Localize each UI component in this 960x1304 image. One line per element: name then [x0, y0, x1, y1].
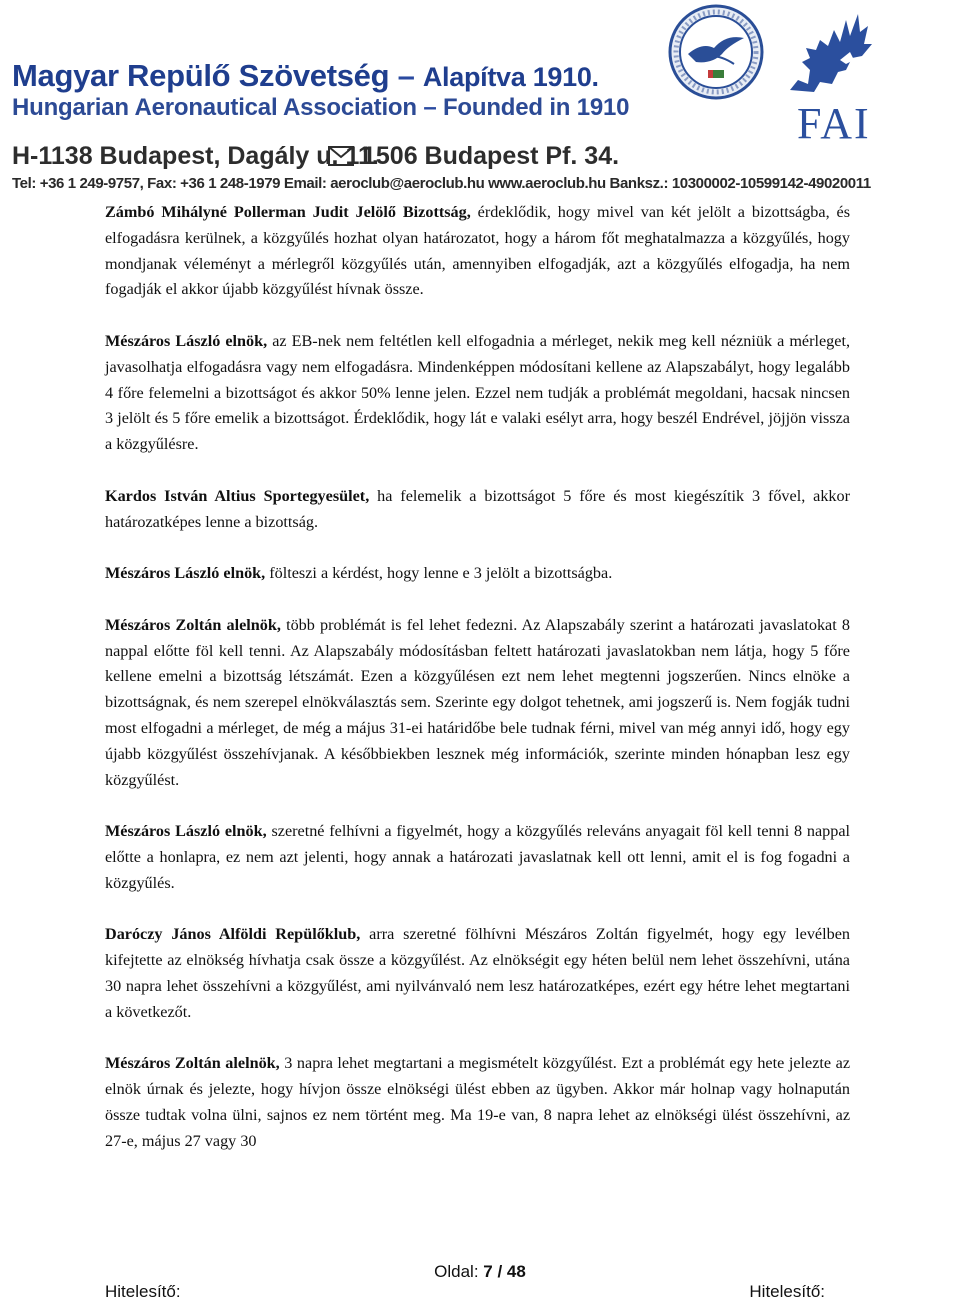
- speaker-name: Mészáros László elnök,: [105, 564, 266, 583]
- org-founded: Alapítva 1910.: [422, 62, 599, 92]
- speaker-name: Daróczy János Alföldi Repülőklub,: [105, 925, 361, 944]
- page-number: 7 / 48: [483, 1262, 526, 1281]
- paragraph: [105, 613, 850, 794]
- paragraph-text: több problémát is fel lehet fedezni. Az Alapszabály szerint a határozati javaslatokat 8 nappal előtte föl kell tenni. Az Alapszabály módosításban feltett határozati javaslatokban nem látja, hogy 5 főre kellene emelni a bizottság létszámát. Ezen a közgyűlésen ezt nem lehet megtenni jogszerűen. Nincs elnöke a bizottságnak, és nem szerepel elnökválasztás sem. Szerinte egy dolgot tehetnek, ami jogszerű is. Nem fogják tudni most elfogadni a mérleget, de még a május 31-ei határidőbe bele tudnak férni, mivel van még annyi idő, hogy egy újabb közgyűlést összehívjanak. A későbbiekben lesznek még információk, szerinte minden hónapban lesz egy közgyűlést.: [105, 615, 850, 789]
- org-name-en-line: Hungarian Aeronautical Association – Founded in 1910: [12, 94, 630, 121]
- paragraph-text: fölteszi a kérdést, hogy lenne e 3 jelölt a bizottságba.: [265, 564, 613, 583]
- org-name-en: Hungarian Aeronautical Association: [12, 94, 417, 121]
- minutes-body: [105, 200, 850, 1154]
- fai-logo-text: FAI: [797, 99, 871, 148]
- paragraph: [105, 484, 850, 536]
- paragraph: [105, 1051, 850, 1154]
- paragraph: [105, 329, 850, 458]
- speaker-name: Zámbó Mihályné Pollerman Judit Jelölő Bizottság,: [105, 203, 471, 221]
- paragraph-text: szeretné felhívni a figyelmét, hogy a közgyűlés releváns anyagait föl kell tenni 8 nappal előtte a honlapra, ez nem azt jelenti, hogy annak a határozati javaslatnak kell ott lenni, amit el is fog fogadni a közgyűlés.: [105, 822, 851, 892]
- fai-eagle-logo: [780, 0, 880, 100]
- contact-line: Tel: +36 1 249-9757, Fax: +36 1 248-1979 Email: aeroclub@aeroclub.hu www.aeroclub.hu Banksz.: 10300002-10599142-49020011: [12, 175, 871, 192]
- speaker-name: Mészáros Zoltán alelnök,: [105, 615, 281, 634]
- paragraph-text: az EB-nek nem feltétlen kell elfogadnia a mérleget, nekik meg kell nézniük a mérleget, javasolhatja elfogadásra vagy nem elfogadásra. Mindenképpen módosítani kellene az Alapszabályt, hogy legalább 4 főre felemelni a bizottságot és akkor 50% lenne jelen. Ezzel nem tudják a problémát megoldani, hacsak nincsen 3 jelölt és 5 főre emelik a bizottságot. Érdeklődik, hogy lát e valaki esélyt arra, hogy beszél Endrével, jöjjön vissza a közgyűlésre.: [105, 331, 850, 454]
- speaker-name: Mészáros László elnök,: [105, 331, 268, 350]
- certifier-right-label: Hitelesítő:: [749, 1282, 825, 1301]
- paragraph-text: 3 napra lehet megtartani a megismételt közgyűlést. Ezt a problémát egy hete jelezte az elnök úrnak és jelezte, hogy hívjon össze elnökségi ülést ebben az ügyben. Akkor már holnap vagy holnapután össze tudtak volna ülni, sajnos ez nem történt meg. Ma 19-e van, 8 napra lehet az elnökségi ülést összehívni, az 27-e, május 27 vagy 30: [105, 1054, 851, 1150]
- certifier-left-label: Hitelesítő:: [105, 1282, 181, 1301]
- paragraph-text: ha felemelik a bizottságot 5 főre és most kiegészítik 3 fővel, akkor határozatképes lenne a bizottság.: [105, 486, 850, 531]
- org-name: Magyar Repülő Szövetség: [12, 58, 390, 93]
- association-seal-logo: [668, 4, 764, 100]
- speaker-name: Mészáros László elnök,: [105, 822, 267, 841]
- page-label: Oldal:: [434, 1262, 479, 1281]
- paragraph: [105, 922, 850, 1025]
- speaker-name: Kardos István Altius Sportegyesület,: [105, 486, 370, 505]
- street-address: H-1138 Budapest, Dagály u. 11.: [12, 142, 379, 170]
- org-name-line: Magyar Repülő Szövetség – Alapítva 1910.: [12, 58, 599, 93]
- paragraph-text: arra szeretné fölhívni Mészáros Zoltán figyelmét, hogy egy levélben kifejtette az elnökség hívhatja csak össze a közgyűlést. Az elnökségit egy héten belül nem lehet összehívni, utána 30 napra lehet összehívni a közgyűlést, ami nyilvánvaló nem lesz határozatképes, ezért egy hétre lehet megtartani a következőt.: [105, 925, 850, 1021]
- org-founded-en: Founded in 1910: [442, 94, 630, 121]
- page-indicator: [0, 1262, 960, 1282]
- paragraph: [105, 819, 850, 896]
- envelope-icon: [328, 146, 354, 166]
- speaker-name: Mészáros Zoltán alelnök,: [105, 1054, 280, 1073]
- po-box: 1506 Budapest Pf. 34.: [362, 142, 620, 170]
- paragraph: [105, 200, 850, 303]
- paragraph-text: érdeklődik, hogy mivel van két jelölt a bizottságba, és elfogadásra kerülnek, a közgyűlés hozhat olyan határozatot, hogy a három főt meghatalmazza a közgyűlés, hogy mondjanak véleményt a mérlegről közgyűlés után, amennyiben elfogadják, azt a közgyűlés elfogadja, ha nem fogadják el akkor újabb közgyűlést hívnak össze.: [105, 203, 850, 299]
- paragraph: [105, 561, 850, 587]
- letterhead: [0, 0, 960, 200]
